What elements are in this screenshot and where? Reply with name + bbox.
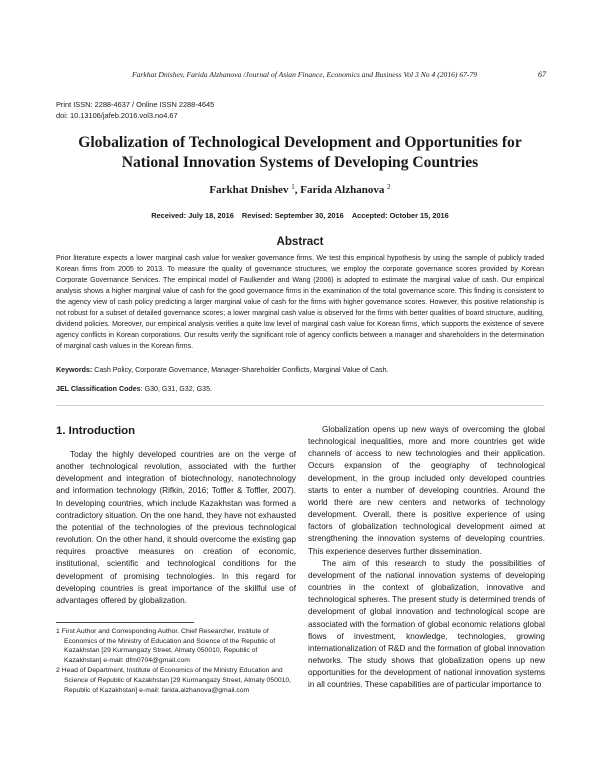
keywords-label: Keywords:	[56, 366, 93, 374]
issn-block	[56, 99, 214, 122]
right-column	[308, 424, 545, 691]
abstract-heading: Abstract	[276, 235, 324, 248]
authors	[0, 183, 600, 196]
title-line-1: Globalization of Technological Development and Opportunities for	[78, 134, 522, 151]
running-head-citation: Farkhat Dnishev, Farida Alzhanova /Journal of Asian Finance, Economics and Business Vol 3 No 4 (2016) 67-79	[132, 70, 478, 79]
page-number: 67	[538, 70, 546, 79]
author-1-affiliation-mark: 1	[291, 183, 295, 191]
accepted-date: Accepted: October 15, 2016	[351, 211, 449, 220]
author-1: Farkhat Dnishev	[209, 184, 289, 196]
footnotes	[56, 627, 296, 696]
publication-dates	[0, 211, 600, 220]
issn-line: Print ISSN: 2288-4637 / Online ISSN 2288-4645	[56, 100, 215, 109]
revised-date: Revised: September 30, 2016	[241, 211, 344, 220]
received-date: Received: July 18, 2016	[151, 211, 234, 220]
paper-title	[40, 133, 560, 173]
author-2: Farida Alzhanova	[300, 184, 385, 196]
keywords	[56, 366, 544, 374]
footnote-rule	[56, 622, 194, 623]
section-divider	[56, 405, 544, 406]
right-paragraph-1: Globalization opens up new ways of overcoming the global technological inequalities, more and more countries get wide channels of access to new technologies and their application. Occurs expansion of the geography of technological development, in the group included only developed countries starts to enter a number of developing countries. Around the world there are new centers and networks of technology development. Overall, there is positive experience of using factors of globalization technological development aimed at strengthening the innovation systems of developing countries. This experience deserves further dissemination.	[308, 425, 545, 556]
section-heading-introduction: 1. Introduction	[56, 425, 136, 437]
jel-label: JEL Classification Codes	[56, 385, 141, 393]
doi-line: doi: 10.13106/jafeb.2016.vol3.no4.67	[56, 111, 178, 121]
author-2-affiliation-mark: 2	[387, 183, 391, 191]
abstract-text: Prior literature expects a lower marginal cash value for weaker governance firms. We test this empirical hypothesis by using the sample of publicly traded Korean firms from 2005 to 2013. To measure the quality of governance structures, we employ the corporate governance scores provided by Korean Corporate Governance Services. The empirical model of Faulkender and Wang (2006) is adopted to estimate the marginal value of cash. Our empirical analysis shows a higher marginal value of cash for the good governance firms in the examination of the total governance score. This finding is consistent to the agency view of cash policy predicting a larger marginal value of cash for the firms with higher governance scores. However, this positive relationship is not robust for a subset of detailed governance scores; a lower marginal cash value is observed for the firms with better qualities of board structure, auditing, dividend policies. Moreover, our empirical analysis verifies a quite low level of marginal cash value for Korean firms, which supports the existence of severe agency conflicts in Korean corporations. Our results verify the significant role of agency conflicts between a manager and shareholders in the determination of marginal cash values in the Korean firms.	[56, 255, 544, 351]
jel-codes	[56, 385, 544, 393]
keywords-text: Cash Policy, Corporate Governance, Manager-Shareholder Conflicts, Marginal Value of Cash.	[92, 366, 389, 374]
right-paragraph-2: The aim of this research to study the possibilities of development of the national innovation systems of developing countries in the context of globalization, innovative and technological spheres. The present study is determined trends of development of global innovation and technological scope are associated with the formation of global economic relations global flows of investment, knowledge, technologies, growing internationalization of R&D and the formation of global innovation networks. The study shows that globalization opens up new opportunities for the development of national innovation systems in all countries. These capabilities are of particular importance to	[308, 558, 545, 690]
author-separator: ,	[294, 184, 301, 196]
jel-text: : G30, G31, G32, G35.	[140, 385, 213, 393]
footnote-1: 1 First Author and Corresponding Author. Chief Researcher, Institute of Economics of the Ministry of Education and Science of the Republic of Kazakhstan [29 Kurmangazy Street, Almaty 050010, Republic of Kazakhstan] e-mail: dfm0704@gmail.com	[56, 628, 276, 664]
intro-paragraph: Today the highly developed countries are on the verge of another technological revolution, associated with the further development and integration of biotechnology, nanotechnology and information technology (Rifkin, 2016; Toffler & Toffler, 2007). In developing countries, which include Kazakhstan was formed a contradictory situation. On the one hand, they have not exhausted the potential of the technologies of the previous technological revolution. On the other hand, it should overcome the existing gap requires proactive measures on creation of economic, institutional, scientific and technological conditions for the development of promising technologies. In this regard for developing countries is great importance of the skillful use of advantages offered by globalization.	[56, 450, 296, 605]
left-column	[56, 424, 296, 607]
title-line-2: National Innovation Systems of Developing Countries	[121, 154, 479, 171]
footnote-2: 2 Head of Department, Institute of Economics of the Ministry Education and Science of Republic of Kazakhstan [29 Kurmangazy Street, Almaty 050010, Republic of Kazakhstan] e-mail: farida.alzhanova@gmail.com	[56, 667, 292, 694]
